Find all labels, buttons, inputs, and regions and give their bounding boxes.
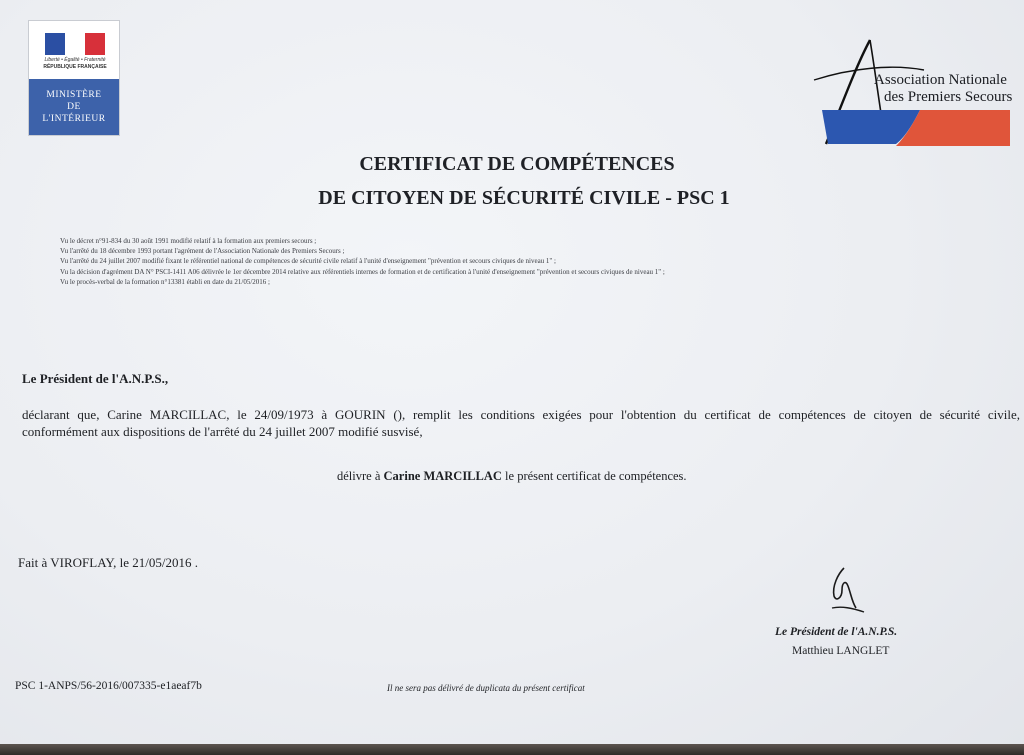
ministry-line-2: DE <box>67 102 81 112</box>
delivery-statement <box>337 469 687 484</box>
certificate-title-line-1: CERTIFICAT DE COMPÉTENCES <box>359 153 675 175</box>
president-heading: Le Président de l'A.N.P.S., <box>22 371 169 386</box>
table-edge <box>0 744 1024 755</box>
ministry-logo <box>28 20 120 136</box>
republic-name: RÉPUBLIQUE FRANÇAISE <box>43 64 107 70</box>
ministry-line-1: MINISTÈRE <box>46 90 102 100</box>
declaration-line-2: conformément aux dispositions de l'arrêté du 24 juillet 2007 modifié susvisé, <box>22 424 423 439</box>
declaration-paragraph <box>22 406 1020 440</box>
delivery-suffix: le présent certificat de compétences. <box>505 469 687 483</box>
place-and-date: Fait à VIROFLAY, le 21/05/2016 . <box>18 555 198 570</box>
signer-name: Matthieu LANGLET <box>792 645 890 657</box>
no-duplicate-notice: Il ne sera pas délivré de duplicata du présent certificat <box>387 683 585 693</box>
anps-logo <box>812 34 1018 150</box>
reference-line: Vu le décret n°91-834 du 30 août 1991 modifié relatif à la formation aux premiers secours ; <box>60 237 317 245</box>
reference-line: Vu le procès-verbal de la formation n°13381 établi en date du 21/05/2016 ; <box>60 277 270 286</box>
republic-motto: Liberté • Égalité • Fraternité <box>44 57 106 63</box>
signer-title: Le Président de l'A.N.P.S. <box>775 626 898 638</box>
ministry-line-3: L'INTÉRIEUR <box>42 114 106 124</box>
anps-name-line-1: Association Nationale <box>874 72 1007 88</box>
certificate-title-line-2: DE CITOYEN DE SÉCURITÉ CIVILE - PSC 1 <box>318 187 730 209</box>
certificate-reference-number: PSC 1-ANPS/56-2016/007335-e1aeaf7b <box>15 680 202 692</box>
french-flag-icon <box>45 33 105 55</box>
legal-references <box>60 236 820 287</box>
signature-graphic <box>818 564 874 614</box>
delivery-prefix: délivre à <box>337 469 381 483</box>
recipient-name: Carine MARCILLAC <box>383 469 502 483</box>
reference-line: Vu l'arrêté du 24 juillet 2007 modifié fixant le référentiel national de compétences de sécurité civile relatif à l'unité d'enseignement "prévention et secours civiques de niveau 1" ; <box>60 257 556 266</box>
reference-line: Vu la décision d'agrément DA N° PSCI-1411 A06 délivrée le 1er décembre 2014 relative aux référentiels internes de formation et de certification à l'unité d'enseignement "prévention et secours civiques de niveau 1" ; <box>60 267 665 276</box>
anps-name-line-2: des Premiers Secours <box>884 89 1013 105</box>
ministry-name-block <box>29 79 119 135</box>
reference-line: Vu l'arrêté du 18 décembre 1993 portant l'agrément de l'Association Nationale des Premiers Secours ; <box>60 247 345 256</box>
declaration-line-1: déclarant que, Carine MARCILLAC, le 24/09/1973 à GOURIN (), remplit les conditions exigées pour l'obtention du certificat de compétences de citoyen de sécurité civile, <box>22 407 1020 422</box>
